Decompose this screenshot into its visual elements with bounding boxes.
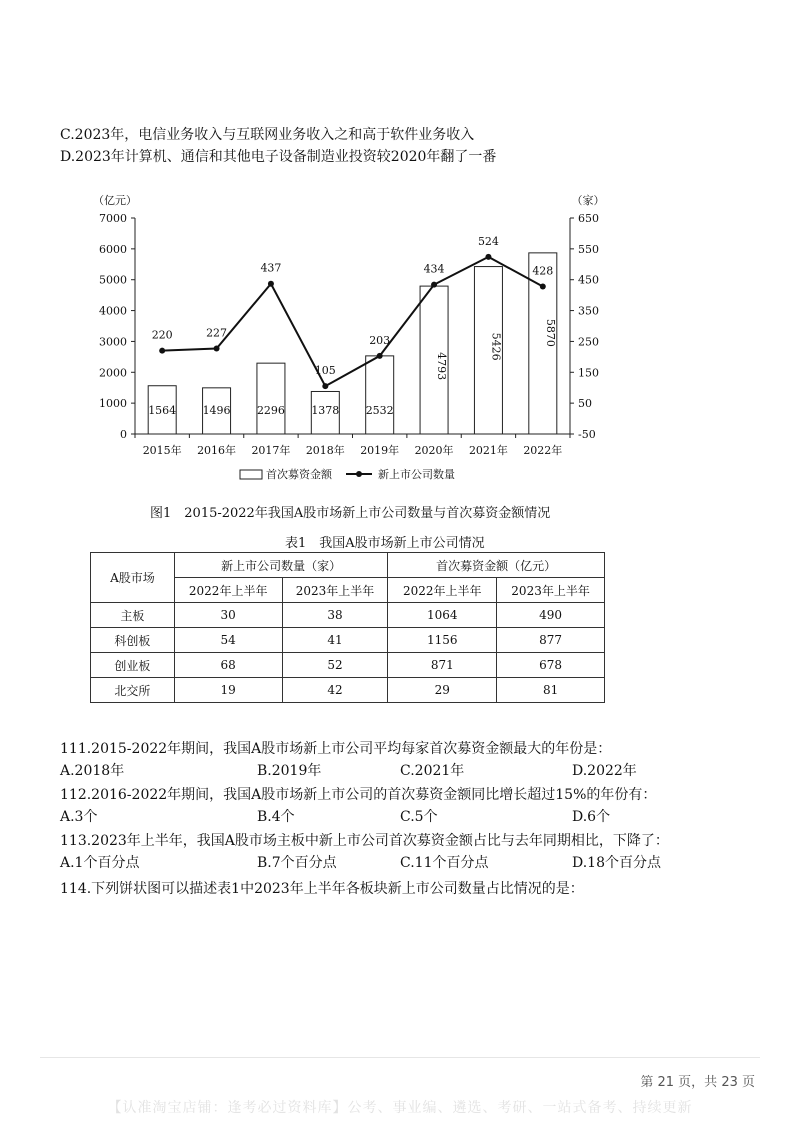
- ipo-table: [90, 552, 605, 703]
- table-cell: 30: [174, 603, 282, 628]
- bar: [366, 356, 394, 434]
- table-subheader: 2023年上半年: [282, 578, 388, 603]
- row-label: 主板: [91, 603, 175, 628]
- question-111: 111.2015-2022年期间，我国A股市场新上市公司平均每家首次募资金额最大的年份是：: [60, 741, 612, 757]
- option-d[interactable]: D.18个百分点: [572, 855, 661, 871]
- table-row: [91, 678, 605, 703]
- left-tick-label: 1000: [99, 397, 127, 411]
- table-cell: 1064: [388, 603, 497, 628]
- table-subheader: 2022年上半年: [174, 578, 282, 603]
- count-point: [268, 281, 274, 287]
- legend-line-label: 新上市公司数量: [378, 468, 455, 481]
- table-cell: 19: [174, 678, 282, 703]
- left-tick-label: 4000: [99, 304, 127, 318]
- right-tick-label: 650: [578, 212, 599, 225]
- bar-value-label: 2296: [256, 404, 285, 417]
- table-cell: 1156: [388, 628, 497, 653]
- table-title: 表1 我国A股市场新上市公司情况: [285, 536, 485, 551]
- option-a[interactable]: A.1个百分点: [60, 855, 140, 871]
- option-d[interactable]: D.2022年: [572, 763, 637, 779]
- option-c[interactable]: C.11个百分点: [400, 855, 489, 871]
- footer-divider: [40, 1057, 760, 1058]
- x-tick-label: 2019年: [360, 444, 400, 457]
- table-subheader: 2023年上半年: [497, 578, 605, 603]
- left-tick-label: 7000: [99, 212, 127, 225]
- count-label: 437: [260, 261, 282, 275]
- table-cell: 490: [497, 603, 605, 628]
- option-d-text: D.2023年计算机、通信和其他电子设备制造业投资较2020年翻了一番: [60, 149, 497, 165]
- option-b[interactable]: B.7个百分点: [257, 855, 337, 871]
- x-tick-label: 2020年: [414, 444, 454, 457]
- legend-line-marker: [356, 471, 362, 477]
- left-tick-label: 3000: [99, 335, 127, 349]
- left-tick-label: 2000: [99, 366, 127, 380]
- bar-value-label: 5426: [489, 332, 503, 361]
- table-cell: 877: [497, 628, 605, 653]
- table-cell: 68: [174, 653, 282, 678]
- count-label: 434: [423, 262, 445, 276]
- table-cell: 54: [174, 628, 282, 653]
- option-d[interactable]: D.6个: [572, 809, 611, 825]
- right-tick-label: 550: [578, 242, 599, 256]
- table-row: [91, 653, 605, 678]
- legend-bar-swatch: [240, 470, 262, 479]
- option-b[interactable]: B.2019年: [257, 763, 322, 779]
- right-tick-label: 250: [578, 335, 599, 349]
- count-point: [214, 346, 220, 352]
- table-row: [91, 603, 605, 628]
- option-b[interactable]: B.4个: [257, 809, 295, 825]
- row-label: 北交所: [91, 678, 175, 703]
- count-point: [431, 282, 437, 288]
- page-number: 第 21 页，共 23 页: [640, 1075, 755, 1090]
- table-group-fund: 首次募资金额（亿元）: [388, 553, 605, 578]
- ipo-chart: [90, 188, 610, 488]
- x-tick-label: 2015年: [142, 444, 182, 457]
- bar-value-label: 1378: [311, 404, 340, 417]
- table-cell: 52: [282, 653, 388, 678]
- bar-value-label: 5870: [543, 318, 557, 347]
- legend-bar-label: 首次募资金额: [266, 468, 332, 481]
- x-tick-label: 2017年: [251, 444, 291, 457]
- table-cell: 871: [388, 653, 497, 678]
- bar-value-label: 1564: [148, 404, 177, 417]
- table-cell: 38: [282, 603, 388, 628]
- row-label: 创业板: [91, 653, 175, 678]
- figure-caption: 图1 2015-2022年我国A股市场新上市公司数量与首次募资金额情况: [150, 506, 551, 521]
- count-point: [540, 284, 546, 290]
- table-cell: 41: [282, 628, 388, 653]
- count-point: [159, 348, 165, 354]
- option-c-text: C.2023年，电信业务收入与互联网业务收入之和高于软件业务收入: [60, 127, 475, 143]
- left-tick-label: 0: [120, 428, 127, 441]
- count-label: 203: [369, 333, 391, 347]
- table-row: [91, 628, 605, 653]
- left-axis-unit: （亿元）: [93, 194, 137, 207]
- left-tick-label: 5000: [99, 273, 127, 287]
- table-cell: 81: [497, 678, 605, 703]
- watermark: 【认准淘宝店铺：逢考必过资料库】公考、事业编、遴选、考研、一站式备考、持续更新: [107, 1100, 693, 1116]
- count-label: 220: [151, 328, 173, 342]
- question-112: 112.2016-2022年期间，我国A股市场新上市公司的首次募资金额同比增长超过15%的年份有：: [60, 787, 657, 803]
- question-114: 114.下列饼状图可以描述表1中2023年上半年各板块新上市公司数量占比情况的是：: [60, 881, 584, 897]
- count-label: 105: [314, 364, 336, 378]
- x-tick-label: 2022年: [523, 444, 563, 457]
- option-a[interactable]: A.2018年: [60, 763, 125, 779]
- count-point: [322, 383, 328, 389]
- table-cell: 678: [497, 653, 605, 678]
- question-113: 113.2023年上半年，我国A股市场主板中新上市公司首次募资金额占比与去年同期相比，下降了：: [60, 833, 669, 849]
- option-c[interactable]: C.5个: [400, 809, 438, 825]
- count-label: 428: [532, 264, 554, 278]
- bar-value-label: 4793: [435, 352, 449, 381]
- option-a[interactable]: A.3个: [60, 809, 98, 825]
- count-label: 227: [206, 326, 228, 340]
- table-cell: 29: [388, 678, 497, 703]
- left-tick-label: 6000: [99, 242, 127, 256]
- row-label: 科创板: [91, 628, 175, 653]
- x-tick-label: 2016年: [197, 444, 237, 457]
- bar: [257, 363, 285, 434]
- x-tick-label: 2018年: [305, 444, 345, 457]
- right-tick-label: 350: [578, 304, 599, 318]
- table-subheader: 2022年上半年: [388, 578, 497, 603]
- bar-value-label: 1496: [202, 404, 231, 417]
- x-tick-label: 2021年: [468, 444, 508, 457]
- table-group-count: 新上市公司数量（家）: [174, 553, 388, 578]
- count-label: 524: [477, 234, 499, 248]
- table-corner: A股市场: [91, 553, 175, 603]
- count-point: [377, 353, 383, 359]
- bar-value-label: 2532: [365, 404, 394, 417]
- option-c[interactable]: C.2021年: [400, 763, 465, 779]
- right-axis-unit: （家）: [571, 194, 605, 207]
- right-tick-label: -50: [578, 428, 596, 441]
- count-point: [485, 254, 491, 260]
- right-tick-label: 150: [578, 366, 599, 380]
- table-cell: 42: [282, 678, 388, 703]
- right-tick-label: 450: [578, 273, 599, 287]
- right-tick-label: 50: [578, 397, 592, 411]
